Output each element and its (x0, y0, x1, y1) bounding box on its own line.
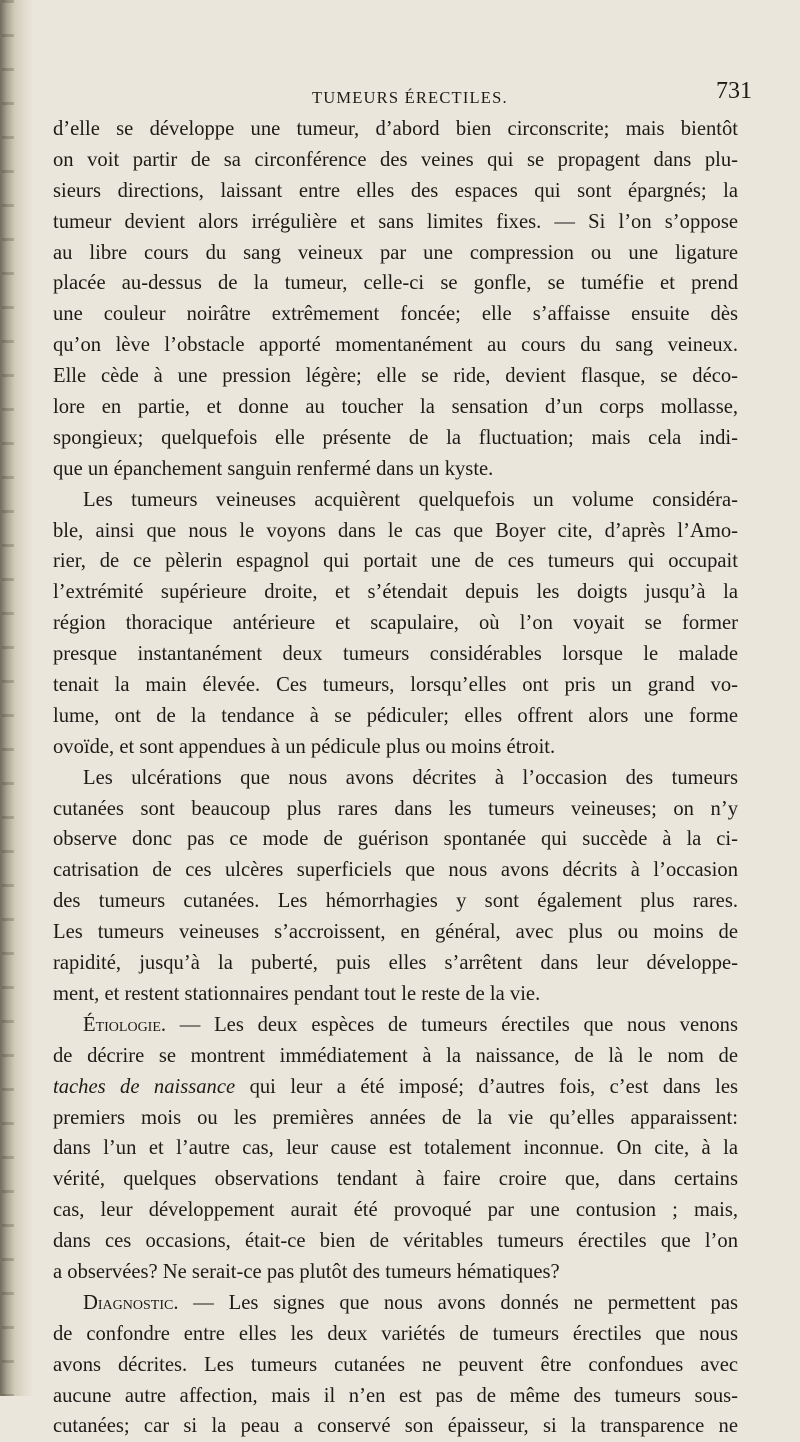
text-line: observe donc pas ce mode de guérison spontanée qui succède à la ci- (53, 828, 738, 851)
text-line: spongieux; quelquefois elle présente de la fluctuation; mais cela indi- (53, 426, 738, 449)
text-line: des tumeurs cutanées. Les hémorrhagies y sont également plus rares. (53, 890, 738, 913)
text-line: au libre cours du sang veineux par une compression ou une ligature (53, 241, 738, 264)
text-line: cutanées; car si la peau a conservé son épaisseur, si la transparence ne (53, 1415, 738, 1438)
running-head: TUMEURS ÉRECTILES. (312, 88, 508, 107)
text-line: Elle cède à une pression légère; elle se ride, devient flasque, se déco- (53, 365, 738, 388)
text-line: région thoracique antérieure et scapulaire, où l’on voyait se former (53, 612, 738, 635)
text-line: premiers mois ou les premières années de la vie qu’elles apparaissent: (53, 1106, 738, 1129)
text-line: catrisation de ces ulcères superficiels que nous avons décrits à l’occasion (53, 859, 738, 882)
text-line: rier, de ce pèlerin espagnol qui portait une de ces tumeurs qui occupait (53, 550, 738, 573)
heading-etiologie: Étiologie. (83, 1013, 167, 1036)
text-line: on voit partir de sa circonférence des veines qui se propagent dans plu- (53, 148, 738, 171)
text-line: l’extrémité supérieure droite, et s’étendait depuis les doigts jusqu’à la (53, 581, 738, 604)
text-line: ble, ainsi que nous le voyons dans le cas que Boyer cite, d’après l’Amo- (53, 519, 738, 542)
text-line: de décrire se montrent immédiatement à la naissance, de là le nom de (53, 1044, 738, 1067)
text-fragment: qui leur a été imposé; d’autres fois, c’est dans les (235, 1075, 738, 1098)
text-line-taches (53, 1072, 738, 1103)
page-number: 731 (716, 78, 752, 104)
text-line: lore en partie, et donne au toucher la sensation d’un corps mollasse, (53, 396, 738, 419)
text-line: cutanées sont beaucoup plus rares dans les tumeurs veineuses; on n’y (53, 797, 738, 820)
emphasis-taches-de-naissance: taches de naissance (53, 1075, 236, 1098)
text-line: que un épanchement sanguin renfermé dans un kyste. (53, 457, 494, 480)
heading-diagnostic: Diagnostic. (83, 1291, 179, 1314)
text-line: ment, et restent stationnaires pendant tout le reste de la vie. (53, 982, 541, 1005)
text-line: avons décrites. Les tumeurs cutanées ne peuvent être confondues avec (53, 1353, 738, 1376)
text-line-diagnostic (53, 1288, 738, 1319)
page-header (0, 78, 800, 112)
book-binding-edge (0, 0, 34, 1396)
text-line: rapidité, jusqu’à la puberté, puis elles s’arrêtent dans leur développe- (53, 952, 738, 975)
text-line: tumeur devient alors irrégulière et sans limites fixes. — Si l’on s’oppose (53, 210, 738, 233)
page-text (53, 114, 738, 1442)
text-line: Les tumeurs veineuses acquièrent quelquefois un volume considéra- (83, 488, 738, 511)
text-line: vérité, quelques observations tendant à faire croire que, dans certains (53, 1168, 738, 1191)
binding-stitch-marks (2, 0, 14, 1396)
text-line: Les tumeurs veineuses s’accroissent, en général, avec plus ou moins de (53, 921, 738, 944)
text-line-etiologie (53, 1010, 738, 1041)
text-line: tenait la main élevée. Ces tumeurs, lorsqu’elles ont pris un grand vo- (53, 674, 738, 697)
text-line: presque instantanément deux tumeurs considérables lorsque le malade (53, 643, 738, 666)
text-line: cas, leur développement aurait été provoqué par une contusion ; mais, (53, 1199, 738, 1222)
text-line: a observées? Ne serait-ce pas plutôt des tumeurs hématiques? (53, 1260, 560, 1283)
text-line: ovoïde, et sont appendues à un pédicule plus ou moins étroit. (53, 735, 556, 758)
text-fragment: — Les signes que nous avons donnés ne permettent pas (193, 1291, 738, 1314)
text-line: placée au-dessus de la tumeur, celle-ci se gonfle, se tuméfie et prend (53, 272, 738, 295)
text-fragment: — Les deux espèces de tumeurs érectiles que nous venons (179, 1013, 738, 1036)
text-line: une couleur noirâtre extrêmement foncée; elle s’affaisse ensuite dès (53, 303, 738, 326)
text-line: lume, ont de la tendance à se pédiculer; elles offrent alors une forme (53, 704, 738, 727)
text-line: qu’on lève l’obstacle apporté momentanément au cours du sang veineux. (53, 334, 738, 357)
text-line: dans ces occasions, était-ce bien de véritables tumeurs érectiles que l’on (53, 1230, 738, 1253)
text-line: sieurs directions, laissant entre elles des espaces qui sont épargnés; la (53, 179, 738, 202)
text-line: dans l’un et l’autre cas, leur cause est totalement inconnue. On cite, à la (53, 1137, 738, 1160)
text-line: Les ulcérations que nous avons décrites à l’occasion des tumeurs (83, 766, 738, 789)
text-line: de confondre entre elles les deux variétés de tumeurs érectiles que nous (53, 1322, 738, 1345)
text-line: d’elle se développe une tumeur, d’abord bien circonscrite; mais bientôt (53, 118, 738, 140)
text-line: aucune autre affection, mais il n’en est pas de même des tumeurs sous- (53, 1384, 738, 1407)
